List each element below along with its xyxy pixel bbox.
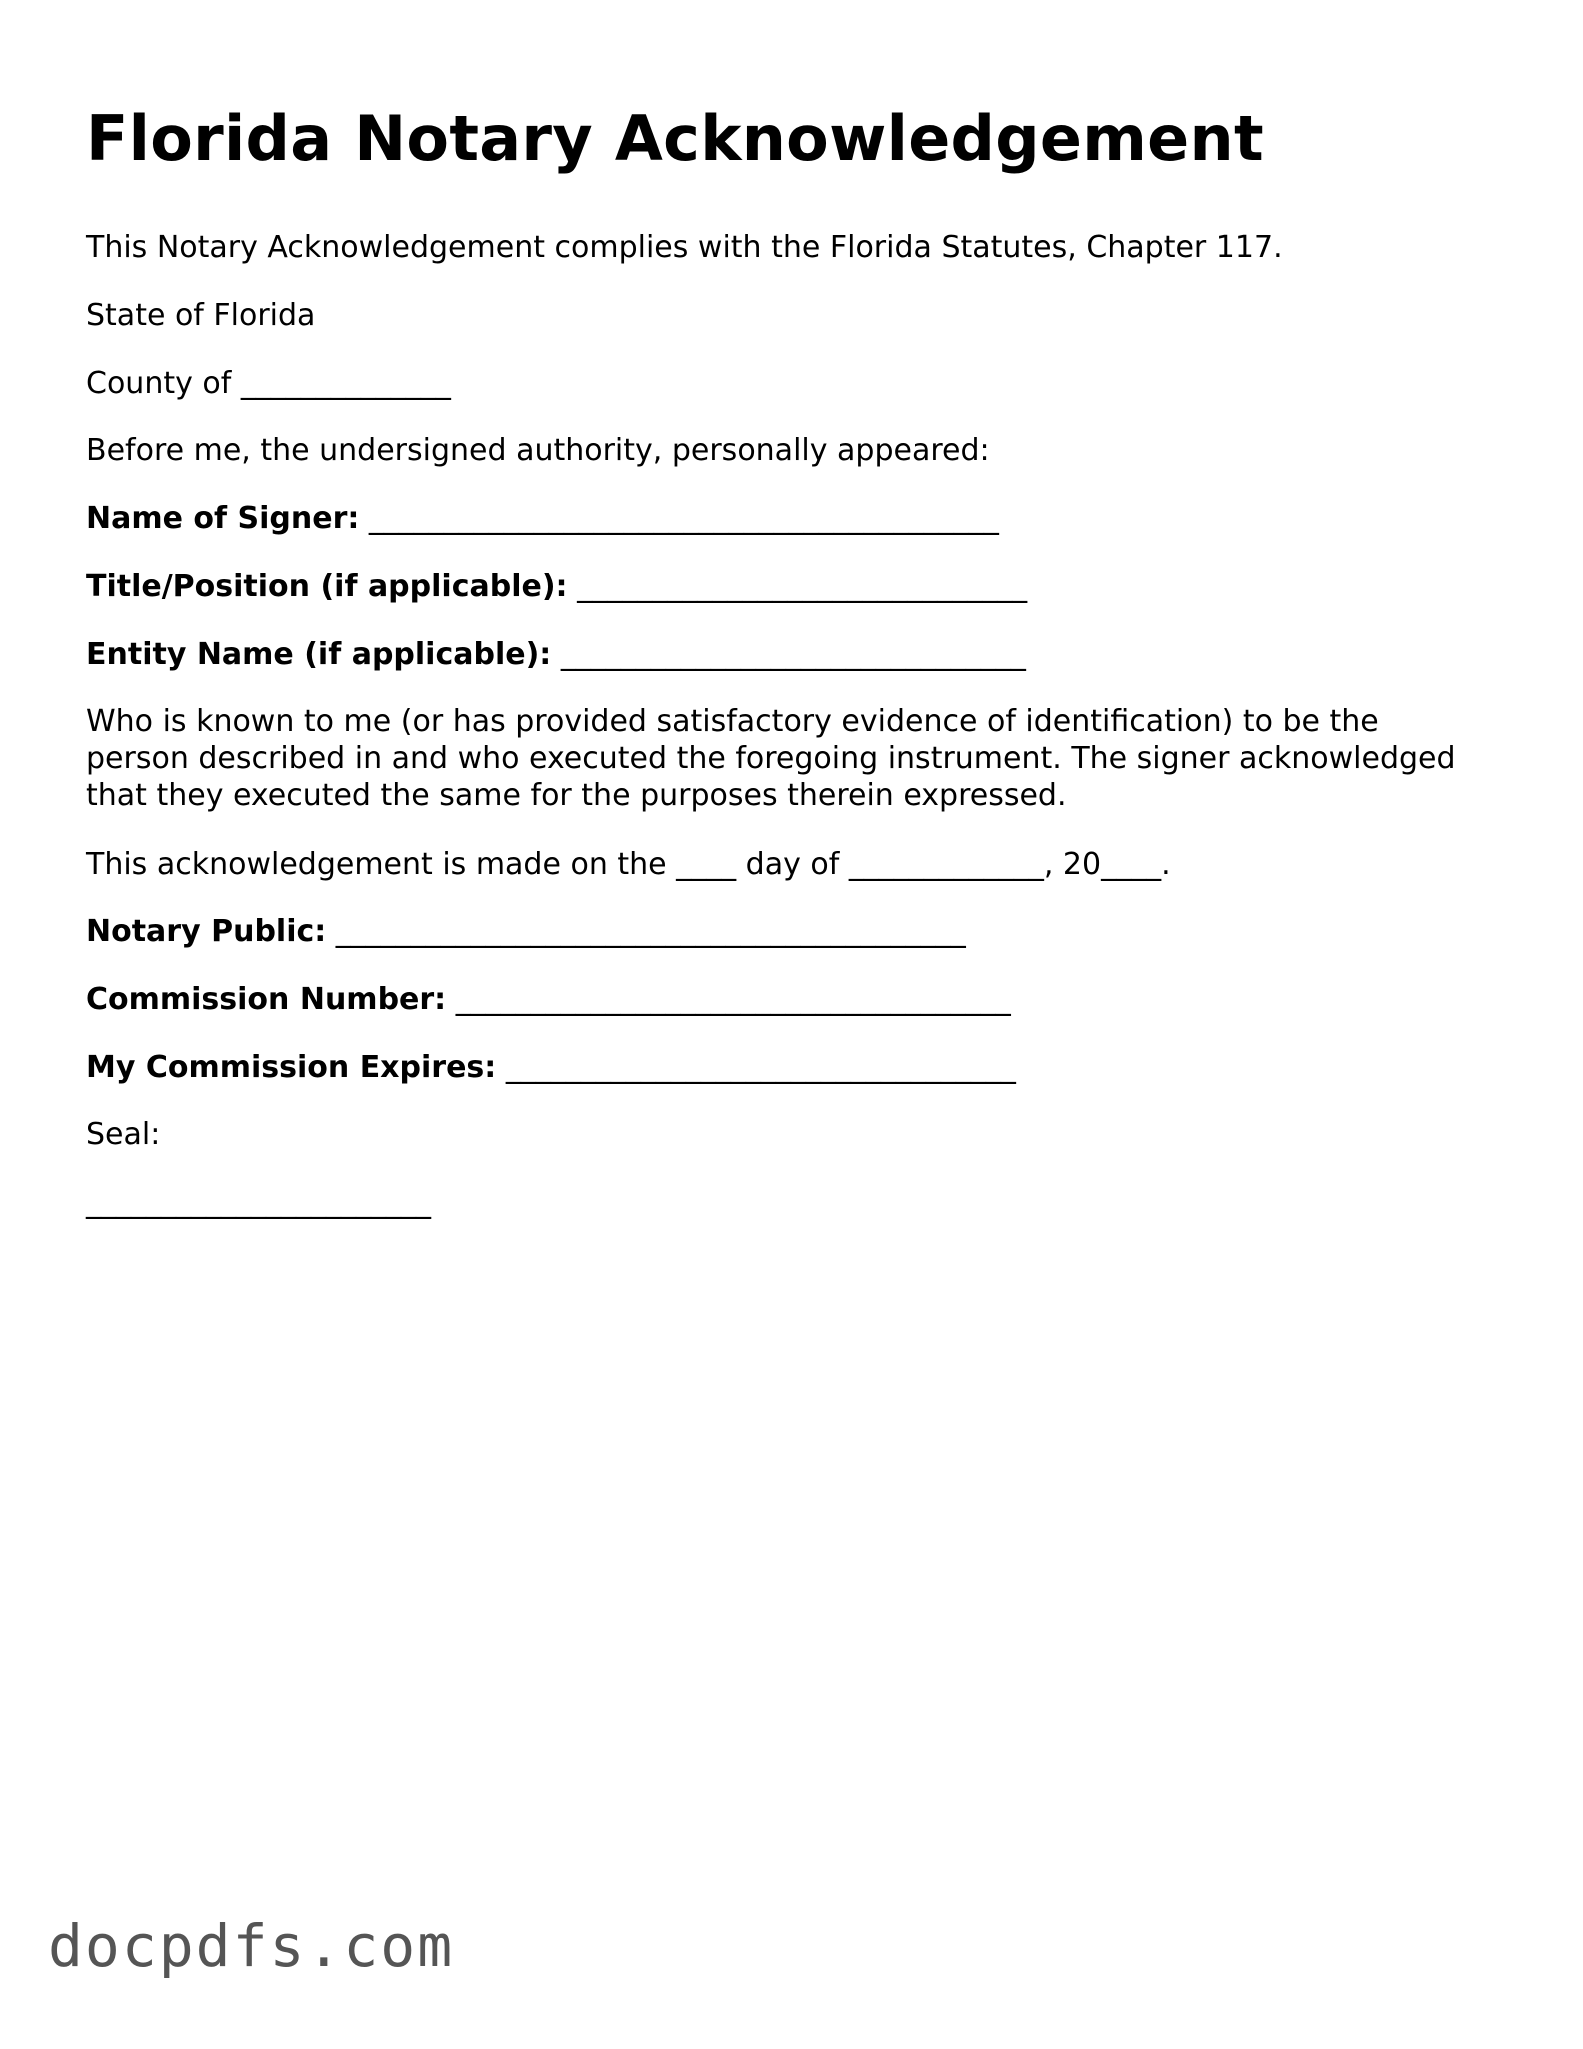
title-position-blank: ______________________________ [567,569,1028,604]
title-position-label: Title/Position (if applicable): [86,569,568,604]
entity-name-field [86,636,1026,673]
title-position-field [86,568,1027,605]
notary-public-field [86,913,966,950]
intro-text: This Notary Acknowledgement complies with the Florida Statutes, Chapter 117. [86,230,1283,265]
entity-name-label: Entity Name (if applicable): [86,637,552,672]
acknowledgement-date-line: This acknowledgement is made on the ____ day of _____________, 20____. [86,847,1171,882]
notary-public-blank: __________________________________________ [326,914,966,949]
commission-expires-field [86,1049,1016,1086]
commission-expires-blank: __________________________________ [496,1050,1016,1085]
seal-blank: _______________________ [86,1185,431,1220]
entity-name-blank: _______________________________ [551,637,1026,672]
signer-name-blank: __________________________________________ [359,501,999,536]
seal-label: Seal: [86,1117,161,1152]
known-to-me-paragraph: Who is known to me (or has provided satisfactory evidence of identification) to be the person described in and who executed the foregoing instrument. The signer acknowledged that they executed the same for the purposes therein expressed. [86,704,1456,813]
document-title: Florida Notary Acknowledgement [86,102,1264,175]
signer-name-label: Name of Signer: [86,501,360,536]
state-line: State of Florida [86,298,316,333]
commission-number-label: Commission Number: [86,982,447,1017]
appeared-text: Before me, the undersigned authority, personally appeared: [86,433,990,468]
commission-expires-label: My Commission Expires: [86,1050,497,1085]
watermark-logo: docpdfs.com [48,1912,455,1980]
commission-number-blank: _____________________________________ [446,982,1011,1017]
county-line: County of ______________ [86,366,451,401]
signer-name-field [86,500,999,537]
commission-number-field [86,981,1011,1018]
notary-public-label: Notary Public: [86,914,327,949]
